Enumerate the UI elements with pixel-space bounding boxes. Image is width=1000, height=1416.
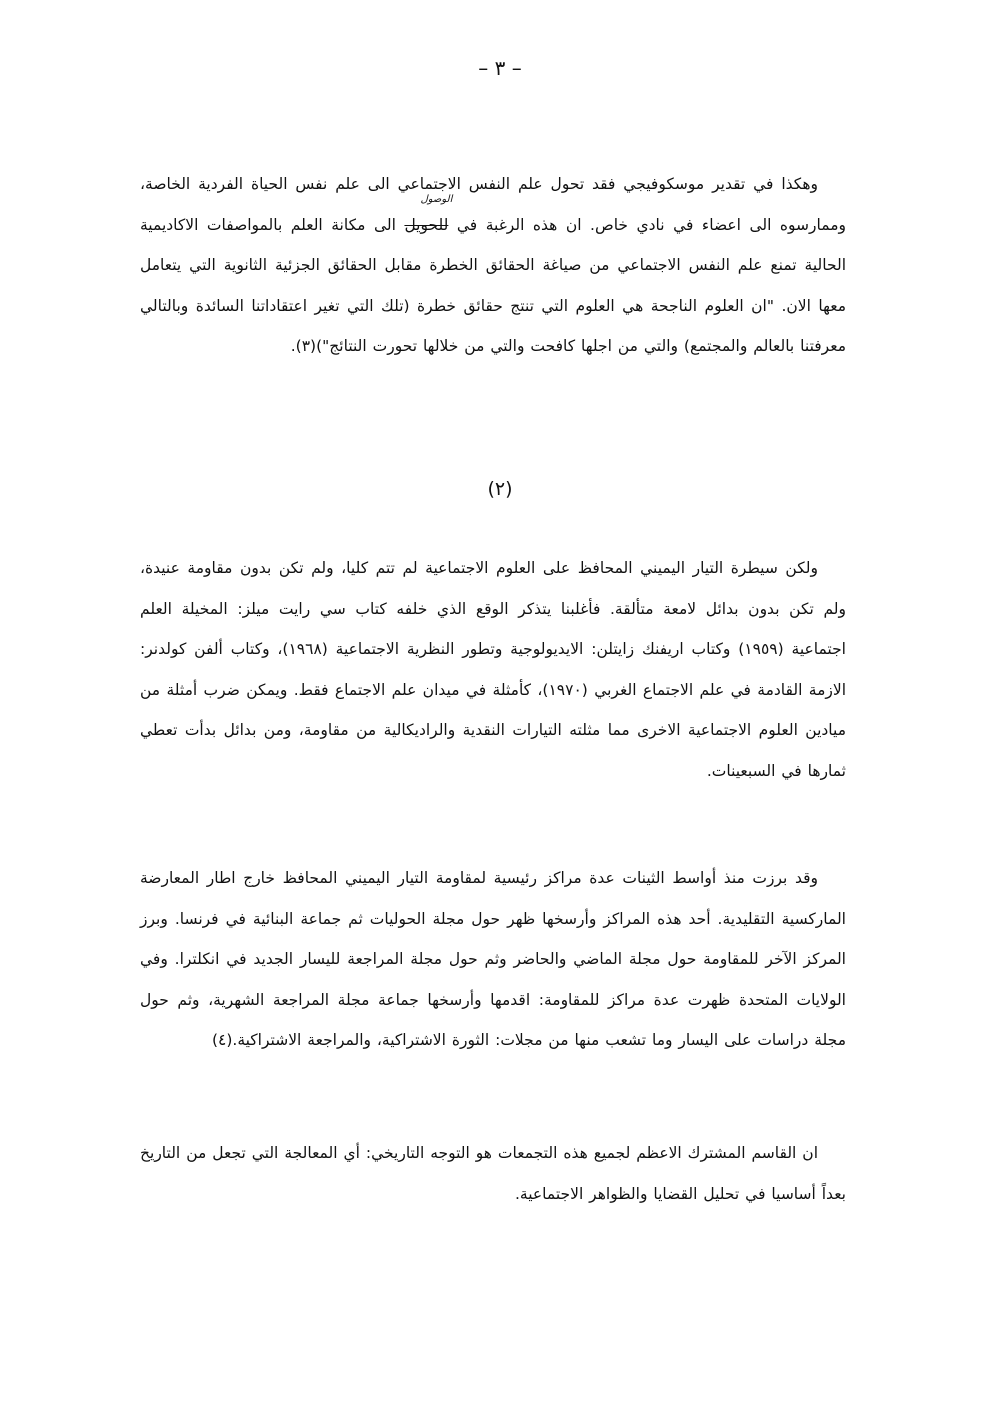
paragraph-3-text: وقد برزت منذ أواسط الثينات عدة مراكز رئيسية لمقاومة التيار اليميني المحافظ خارج اطار المعارضة الماركسية التقليدية. أحد هذه المراكز وأرسخها ظهر حول مجلة الحوليات ثم جماعة البنائية في فرنسا. وبرز المركز الآخر للمقاومة حول مجلة الماضي والحاضر وثم حول مجلة المراجعة لليسار الجديد في انكلترا. وفي الولايات المتحدة ظهرت عدة مراكز للمقاومة: اقدمها وأرسخها جماعة مجلة المراجعة الشهرية، وثم حول مجلة دراسات على اليسار وما تشعب منها من مجلات: الثورة الاشتراكية، والمراجعة الاشتراكية.(٤) [140, 869, 846, 1049]
paragraph-4 [140, 1133, 846, 1214]
struck-word [404, 193, 453, 234]
section-number: (٢) [487, 478, 513, 500]
paragraph-1-text: الى مكانة العلم بالمواصفات الاكاديمية الحالية تمنع علم النفس الاجتماعي من صياغة الحقائق الخطرة مقابل الحقائق الجزئية الثانوية التي يتعامل معها الان. "ان العلوم الناجحة هي العلوم التي تنتج حقائق خطرة (تلك التي تغير اعتقاداتنا السائدة وبالتالي معرفتنا بالعالم والمجتمع) والتي من اجلها كافحت والتي من خلالها تحورت النتائج")(٣). [140, 215, 846, 355]
page-number: – ٣ – [478, 56, 522, 80]
paragraph-3 [140, 858, 846, 1061]
paragraph-1-lead: وهكذا في تقدير موسكوفيجي فقد تحول علم النفس الاجتماعي الى علم نفس الحياة الفردية الخاصة، وممارسوه الى اعضاء في نادي خاص. ان هذه الرغبة في [140, 175, 846, 234]
paragraph-2-text: ولكن سيطرة التيار اليميني المحافظ على العلوم الاجتماعية لم تتم كليا، ولم تكن بدون مقاومة عنيدة، ولم تكن بدون بدائل لامعة متألقة. فأغلبنا يتذكر الوقع الذي خلفه كتاب سي رايت ميلز: المخيلة العلم اجتماعية (١٩٥٩) وكتاب اريفنك زايتلن: الايديولوجية وتطور النظرية الاجتماعية (١٩٦٨)، وكتاب ألفن كولدنر: الازمة القادمة في علم الاجتماع الغربي (١٩٧٠)، كأمثلة في ميدان علم الاجتماع فقط. ويمكن ضرب أمثلة من ميادين العلوم الاجتماعية الاخرى مما مثلته التيارات النقدية والراديكالية من مقاومة، ومن بدائل بدأت تعطي ثمارها في السبعينات. [140, 559, 847, 780]
handwritten-insert: الوصول [420, 193, 453, 205]
paragraph-4-text: ان القاسم المشترك الاعظم لجميع هذه التجمعات هو التوجه التاريخي: أي المعالجة التي تجعل من التاريخ بعداً أساسيا في تحليل القضايا والظواهر الاجتماعية. [140, 1144, 846, 1203]
struck-word-text: للحويل [404, 215, 449, 234]
paragraph-1 [140, 164, 846, 367]
paragraph-2 [140, 548, 846, 791]
